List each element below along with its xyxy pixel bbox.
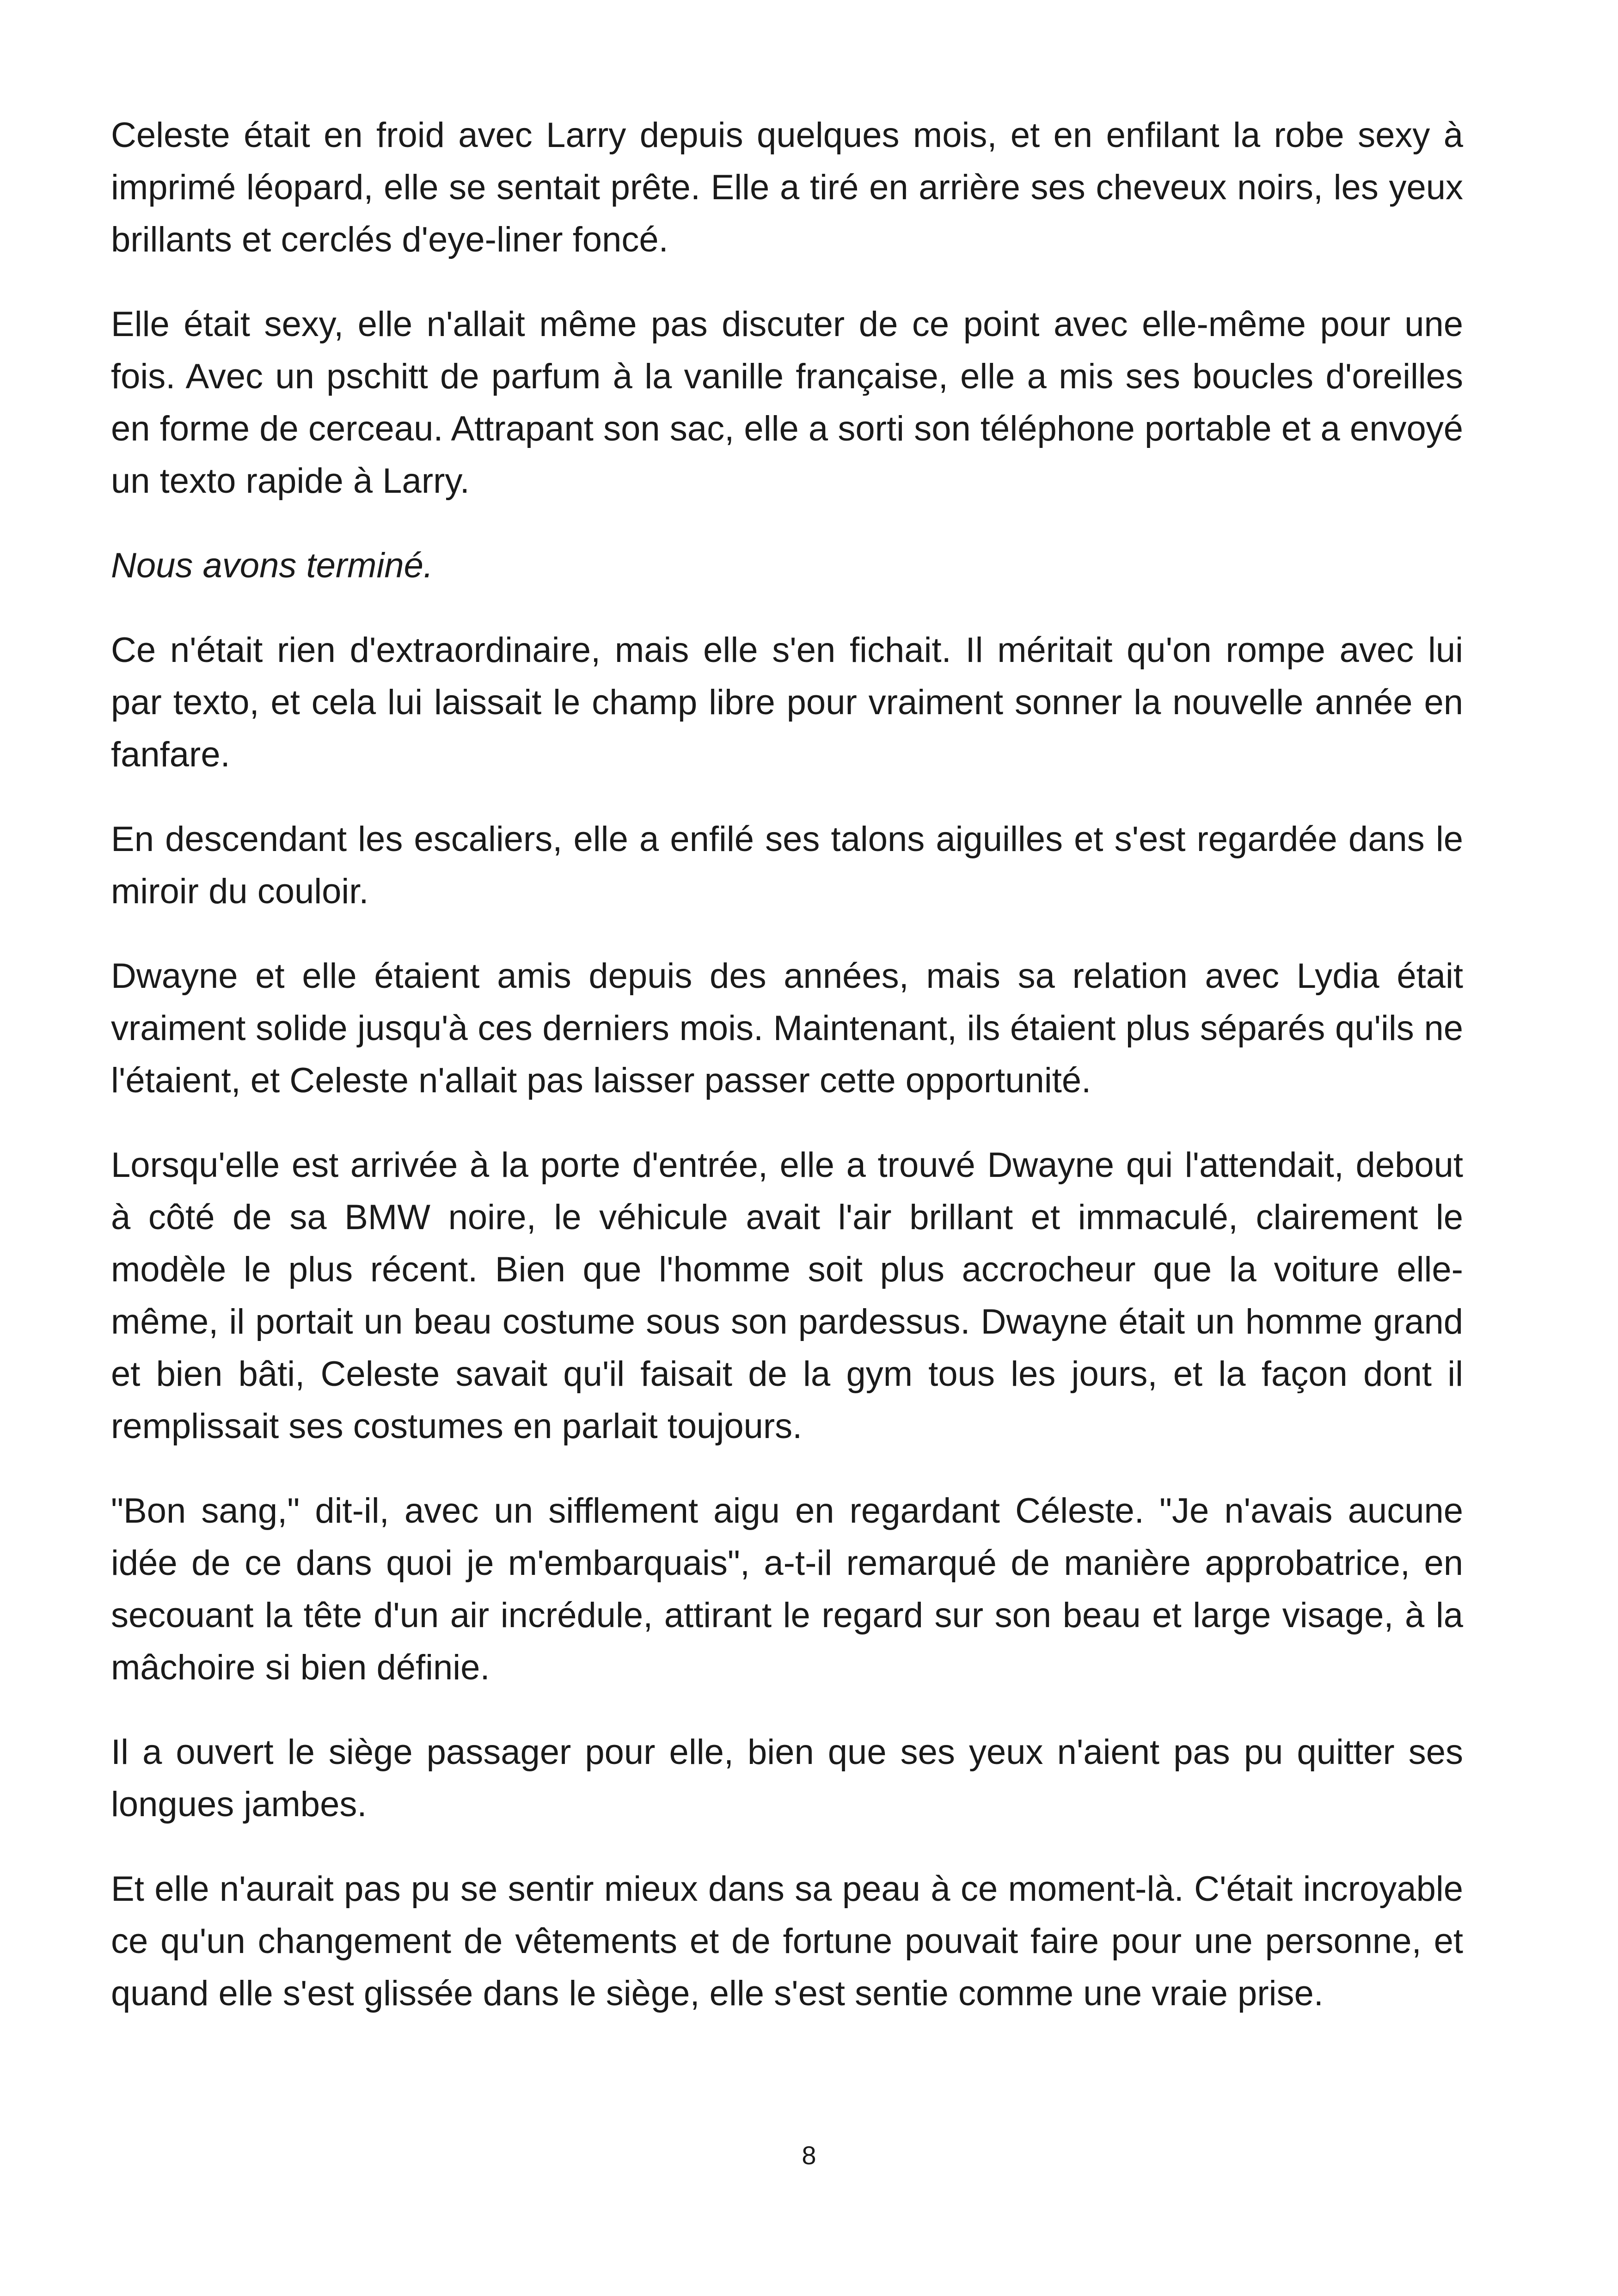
body-text bbox=[111, 109, 1463, 2052]
paragraph: "Bon sang," dit-il, avec un sifflement aigu en regardant Céleste. "Je n'avais aucune idée de ce dans quoi je m'embarquais", a-t-il remarqué de manière approbatrice, en secouant la tête d'un air incrédule, attirant le regard sur son beau et large visage, à la mâchoire si bien définie. bbox=[111, 1491, 1463, 1687]
paragraph: Dwayne et elle étaient amis depuis des années, mais sa relation avec Lydia était vraiment solide jusqu'à ces derniers mois. Maintenant, ils étaient plus séparés qu'ils ne l'étaient, et Celeste n'allait pas laisser passer cette opportunité. bbox=[111, 956, 1463, 1100]
paragraph: Et elle n'aurait pas pu se sentir mieux dans sa peau à ce moment-là. C'était incroyable ce qu'un changement de vêtements et de fortune pouvait faire pour une personne, et quand elle s'est glissée dans le siège, elle s'est sentie comme une vraie prise. bbox=[111, 1869, 1463, 2013]
paragraph: En descendant les escaliers, elle a enfilé ses talons aiguilles et s'est regardée dans le miroir du couloir. bbox=[111, 820, 1463, 911]
paragraph: Lorsqu'elle est arrivée à la porte d'entrée, elle a trouvé Dwayne qui l'attendait, debout à côté de sa BMW noire, le véhicule avait l'air brillant et immaculé, clairement le modèle le plus récent. Bien que l'homme soit plus accrocheur que la voiture elle-même, il portait un beau costume sous son pardessus. Dwayne était un homme grand et bien bâti, Celeste savait qu'il faisait de la gym tous les jours, et la façon dont il remplissait ses costumes en parlait toujours. bbox=[111, 1145, 1463, 1446]
page-number: 8 bbox=[802, 2141, 816, 2170]
paragraph: Celeste était en froid avec Larry depuis quelques mois, et en enfilant la robe sexy à imprimé léopard, elle se sentait prête. Elle a tiré en arrière ses cheveux noirs, les yeux brillants et cerclés d'eye-liner foncé. bbox=[111, 116, 1463, 259]
paragraph: Ce n'était rien d'extraordinaire, mais elle s'en fichait. Il méritait qu'on rompe avec lui par texto, et cela lui laissait le champ libre pour vraiment sonner la nouvelle année en fanfare. bbox=[111, 631, 1463, 774]
paragraph: Elle était sexy, elle n'allait même pas discuter de ce point avec elle-même pour une fois. Avec un pschitt de parfum à la vanille française, elle a mis ses boucles d'oreilles en forme de cerceau. Attrapant son sac, elle a sorti son téléphone portable et a envoyé un texto rapide à Larry. bbox=[111, 305, 1463, 501]
italic-paragraph: Nous avons terminé. bbox=[111, 546, 433, 585]
paragraph: Il a ouvert le siège passager pour elle, bien que ses yeux n'aient pas pu quitter ses longues jambes. bbox=[111, 1733, 1463, 1824]
